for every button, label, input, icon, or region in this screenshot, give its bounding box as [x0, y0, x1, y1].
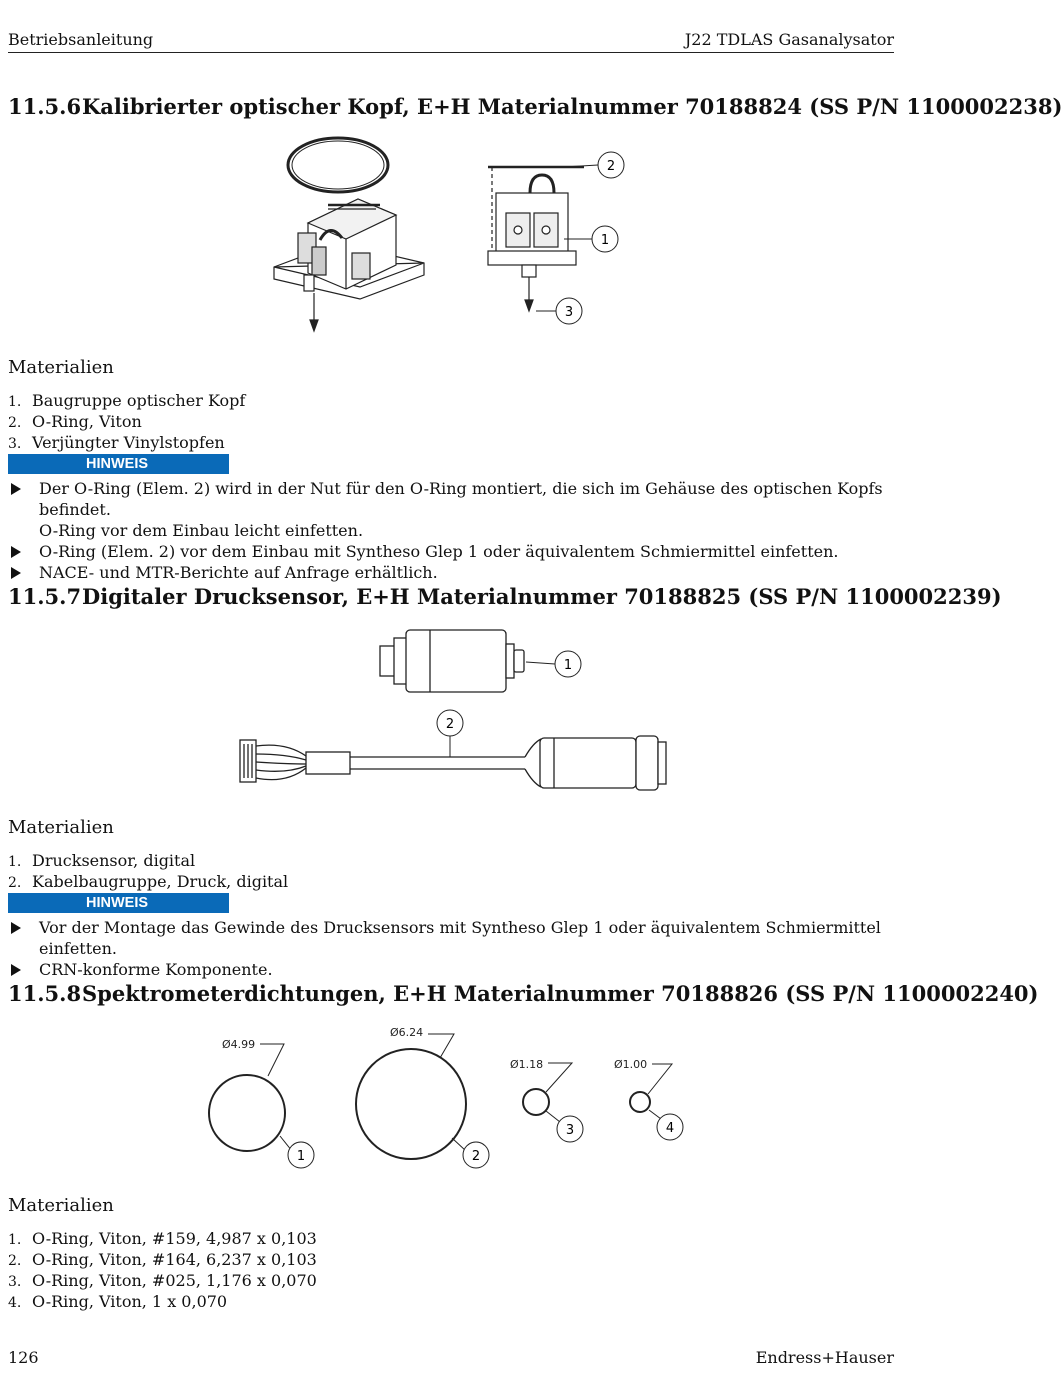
callout-2: [463, 1142, 489, 1168]
page-header: [8, 28, 894, 53]
materials-list-2: [8, 850, 288, 892]
materials-heading-1: Materialien: [8, 357, 114, 378]
list-item: 1. Baugruppe optischer Kopf: [8, 391, 246, 410]
o-ring-025-drawing: [523, 1089, 549, 1115]
dimension-label: Ø6.24: [390, 1026, 424, 1039]
dimension-label: Ø1.18: [510, 1058, 544, 1071]
header-right: J22 TDLAS Gasanalysator: [684, 30, 894, 49]
callout-3: [556, 298, 582, 324]
svg-text:2: 2: [471, 1149, 481, 1164]
bullet-triangle-icon: [11, 567, 21, 579]
optical-head-figure: [268, 135, 638, 340]
list-item: 2. Kabelbaugruppe, Druck, digital: [8, 872, 289, 891]
notice-badge-2: HINWEIS: [8, 893, 229, 913]
list-item: 3. O-Ring, Viton, #025, 1,176 x 0,070: [8, 1271, 317, 1290]
list-item: 4. O-Ring, Viton, 1 x 0,070: [8, 1292, 228, 1311]
o-ring-1x070-drawing: [630, 1092, 650, 1112]
section-heading-1158: 11.5.8Spektrometerdichtungen, E+H Materialnummer 70188826 (SS P/N 1100002240): [8, 981, 1039, 1006]
pressure-sensor-drawing: [380, 630, 524, 692]
list-item: Vor der Montage das Gewinde des Drucksensors mit Syntheso Glep 1 oder äquivalentem Schmiermittel einfetten.: [8, 917, 908, 959]
materials-heading-3: Materialien: [8, 1195, 114, 1216]
dimension-label: Ø4.99: [222, 1038, 256, 1051]
list-item: 2. O-Ring, Viton: [8, 412, 142, 431]
section-heading-1157: 11.5.7Digitaler Drucksensor, E+H Materialnummer 70188825 (SS P/N 1100002239): [8, 584, 1002, 609]
callout-1: [592, 226, 618, 252]
callout-3: [557, 1116, 583, 1142]
notice-badge-1: HINWEIS: [8, 454, 229, 474]
bullet-triangle-icon: [11, 964, 21, 976]
callout-2: [598, 152, 624, 178]
bullet-triangle-icon: [11, 922, 21, 934]
callout-4: [657, 1114, 683, 1140]
list-item: CRN-konforme Komponente.: [8, 959, 908, 980]
callout-2: [437, 710, 463, 736]
optical-head-iso-drawing: [274, 199, 424, 331]
materials-list-1: [8, 390, 245, 453]
o-ring-drawing: [288, 138, 388, 192]
materials-heading-2: Materialien: [8, 817, 114, 838]
bullet-triangle-icon: [11, 546, 21, 558]
notice-list-1: [8, 478, 908, 583]
pressure-sensor-figure: [230, 620, 680, 795]
list-item: 1. Drucksensor, digital: [8, 851, 196, 870]
header-left: Betriebsanleitung: [8, 30, 154, 49]
notice-list-2: [8, 917, 908, 980]
spectrometer-seals-figure: [200, 1018, 700, 1176]
list-item: Der O-Ring (Elem. 2) wird in der Nut für den O-Ring montiert, die sich im Gehäuse des optischen Kopfs befindet. O-Ring vor dem Einbau leicht einfetten.: [8, 478, 908, 541]
svg-text:4: 4: [665, 1121, 675, 1136]
list-item: 2. O-Ring, Viton, #164, 6,237 x 0,103: [8, 1250, 317, 1269]
page-number: 126: [8, 1348, 39, 1367]
brand-name: Endress+Hauser: [755, 1348, 894, 1367]
svg-text:2: 2: [606, 159, 616, 174]
list-item: 3. Verjüngter Vinylstopfen: [8, 433, 225, 452]
svg-text:1: 1: [296, 1149, 306, 1164]
dimension-label: Ø1.00: [614, 1058, 648, 1071]
materials-list-3: [8, 1228, 317, 1312]
svg-text:3: 3: [564, 305, 574, 320]
list-item: O-Ring (Elem. 2) vor dem Einbau mit Syntheso Glep 1 oder äquivalentem Schmiermittel einfetten.: [8, 541, 908, 562]
callout-1: [555, 651, 581, 677]
cable-assembly-drawing: [240, 736, 666, 790]
section-heading-1156: 11.5.6Kalibrierter optischer Kopf, E+H Materialnummer 70188824 (SS P/N 1100002238): [8, 94, 1062, 119]
o-ring-164-drawing: [356, 1049, 466, 1159]
svg-text:3: 3: [565, 1123, 575, 1138]
svg-text:1: 1: [600, 233, 610, 248]
bullet-triangle-icon: [11, 483, 21, 495]
o-ring-159-drawing: [209, 1075, 285, 1151]
list-item: NACE- und MTR-Berichte auf Anfrage erhältlich.: [8, 562, 908, 583]
svg-text:1: 1: [563, 658, 573, 673]
svg-text:2: 2: [445, 717, 455, 732]
list-item: 1. O-Ring, Viton, #159, 4,987 x 0,103: [8, 1229, 317, 1248]
callout-1: [288, 1142, 314, 1168]
